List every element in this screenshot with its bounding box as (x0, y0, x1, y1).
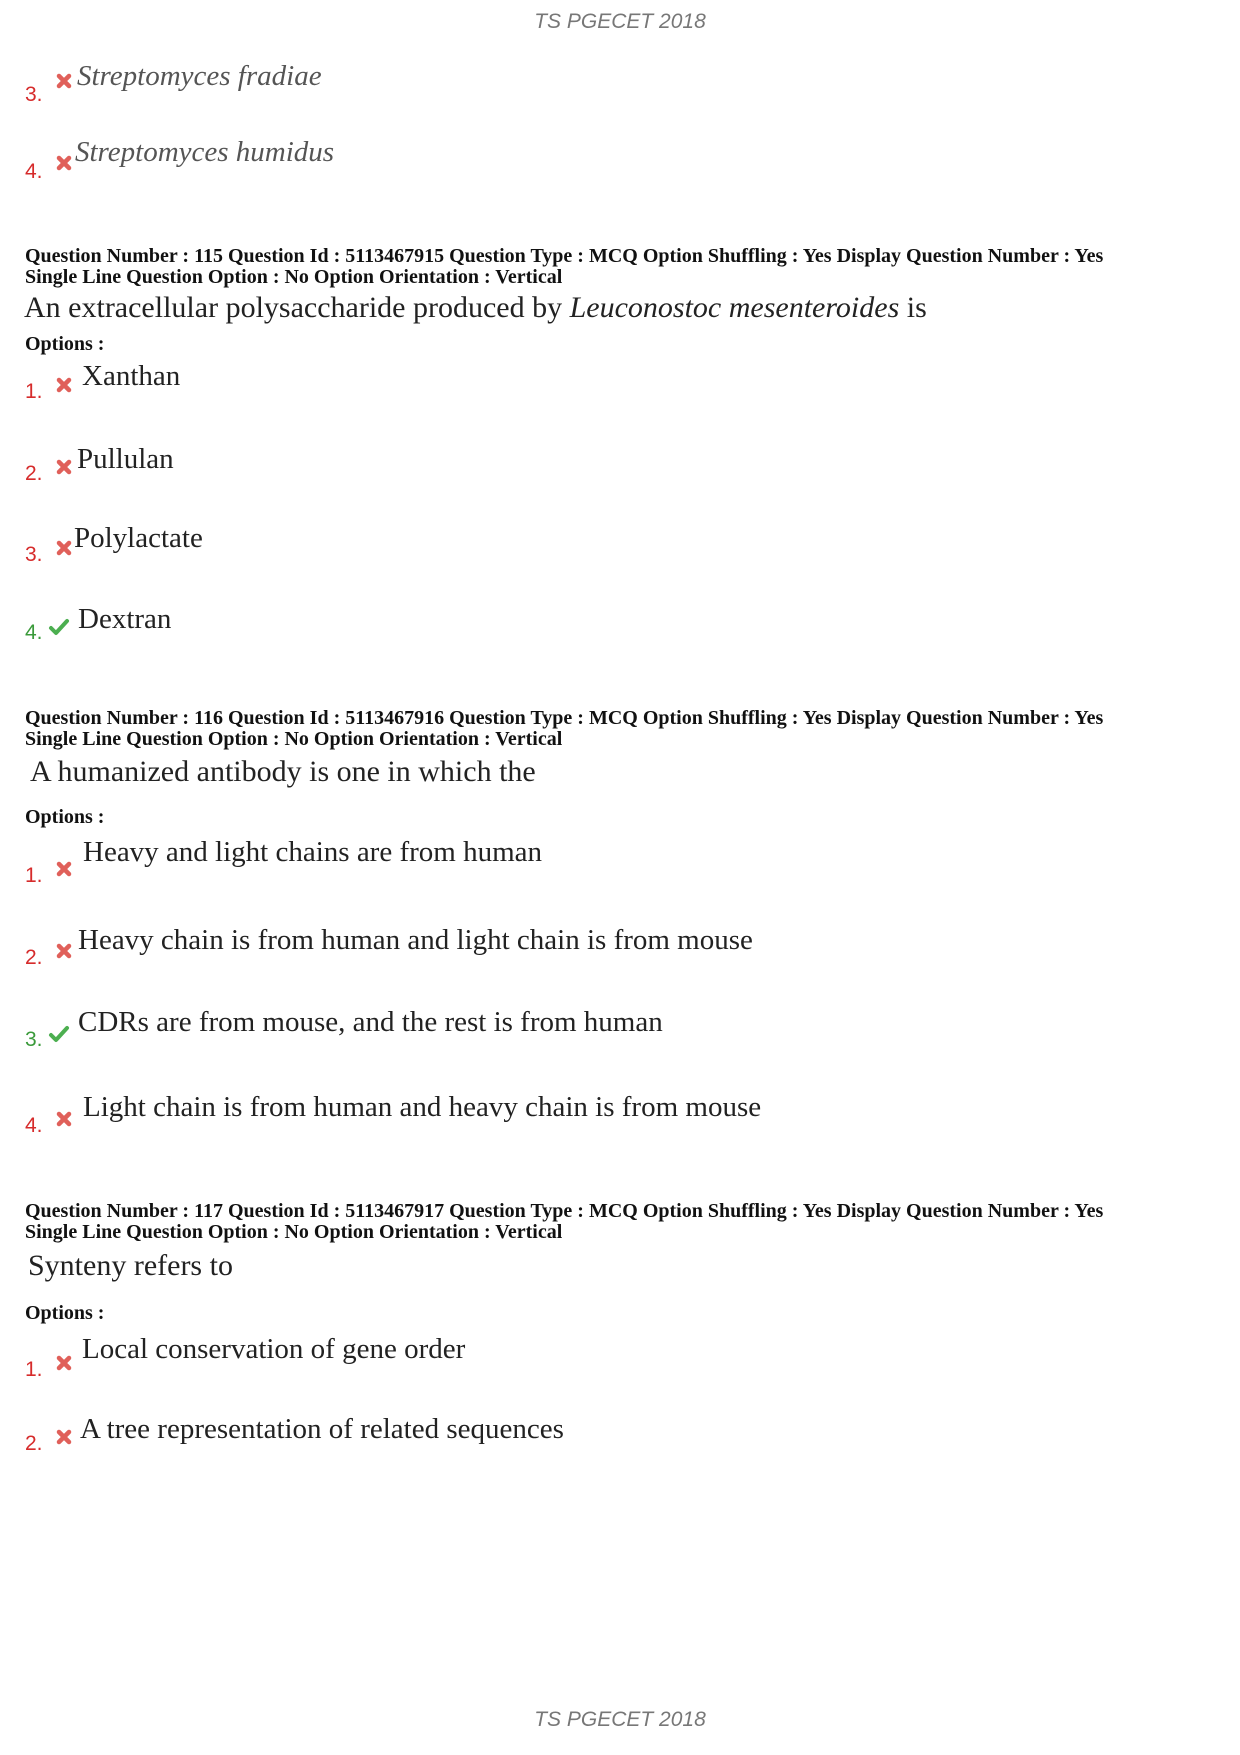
option-text: Streptomyces humidus (75, 136, 335, 168)
question-meta-115: Question Number : 115 Question Id : 5113467915 Question Type : MCQ Option Shuffling : Yes Display Question Number : Yes Single Line Question Option : No Option Orientation : Vertical (25, 245, 1104, 288)
cross-icon (55, 539, 73, 557)
option-number: 2. (25, 946, 43, 969)
option-number: 4. (25, 1114, 43, 1137)
option-number: 4. (25, 160, 43, 183)
option-number: 1. (25, 380, 43, 403)
option-number: 1. (25, 864, 43, 887)
cross-icon (55, 942, 73, 960)
options-label: Options : (25, 1302, 105, 1324)
option-number: 2. (25, 1432, 43, 1455)
cross-icon (55, 860, 73, 878)
cross-icon (55, 1428, 73, 1446)
question-meta-117: Question Number : 117 Question Id : 5113467917 Question Type : MCQ Option Shuffling : Yes Display Question Number : Yes Single Line Question Option : No Option Orientation : Vertical (25, 1200, 1104, 1243)
option-number: 4. (25, 621, 43, 644)
option-number: 3. (25, 1028, 43, 1051)
option-text: Pullulan (77, 443, 174, 475)
option-text: Light chain is from human and heavy chain is from mouse (83, 1091, 762, 1123)
option-text: CDRs are from mouse, and the rest is from human (78, 1006, 663, 1038)
option-text: Heavy chain is from human and light chain is from mouse (78, 924, 753, 956)
check-icon (48, 1025, 70, 1043)
option-text: Local conservation of gene order (82, 1333, 466, 1365)
option-text: A tree representation of related sequences (80, 1413, 564, 1445)
cross-icon (55, 458, 73, 476)
cross-icon (55, 1354, 73, 1372)
options-label: Options : (25, 806, 105, 828)
cross-icon (55, 154, 73, 172)
cross-icon (55, 72, 73, 90)
question-text-117: Synteny refers to (28, 1249, 233, 1282)
question-text-116: A humanized antibody is one in which the (30, 755, 536, 788)
option-text: Polylactate (74, 522, 203, 554)
option-text: Heavy and light chains are from human (83, 836, 543, 868)
option-text: Xanthan (82, 360, 181, 392)
option-text: Streptomyces fradiae (77, 60, 322, 92)
option-number: 3. (25, 83, 43, 106)
page-footer: TS PGECET 2018 (534, 1708, 706, 1731)
question-text-115: An extracellular polysaccharide produced by Leuconostoc mesenteroides is (24, 291, 927, 324)
question-meta-116: Question Number : 116 Question Id : 5113467916 Question Type : MCQ Option Shuffling : Yes Display Question Number : Yes Single Line Question Option : No Option Orientation : Vertical (25, 707, 1104, 750)
option-text: Dextran (78, 603, 172, 635)
option-number: 1. (25, 1358, 43, 1381)
options-label: Options : (25, 333, 105, 355)
option-number: 3. (25, 543, 43, 566)
check-icon (48, 618, 70, 636)
cross-icon (55, 1110, 73, 1128)
page-header: TS PGECET 2018 (534, 10, 706, 33)
cross-icon (55, 376, 73, 394)
option-number: 2. (25, 462, 43, 485)
